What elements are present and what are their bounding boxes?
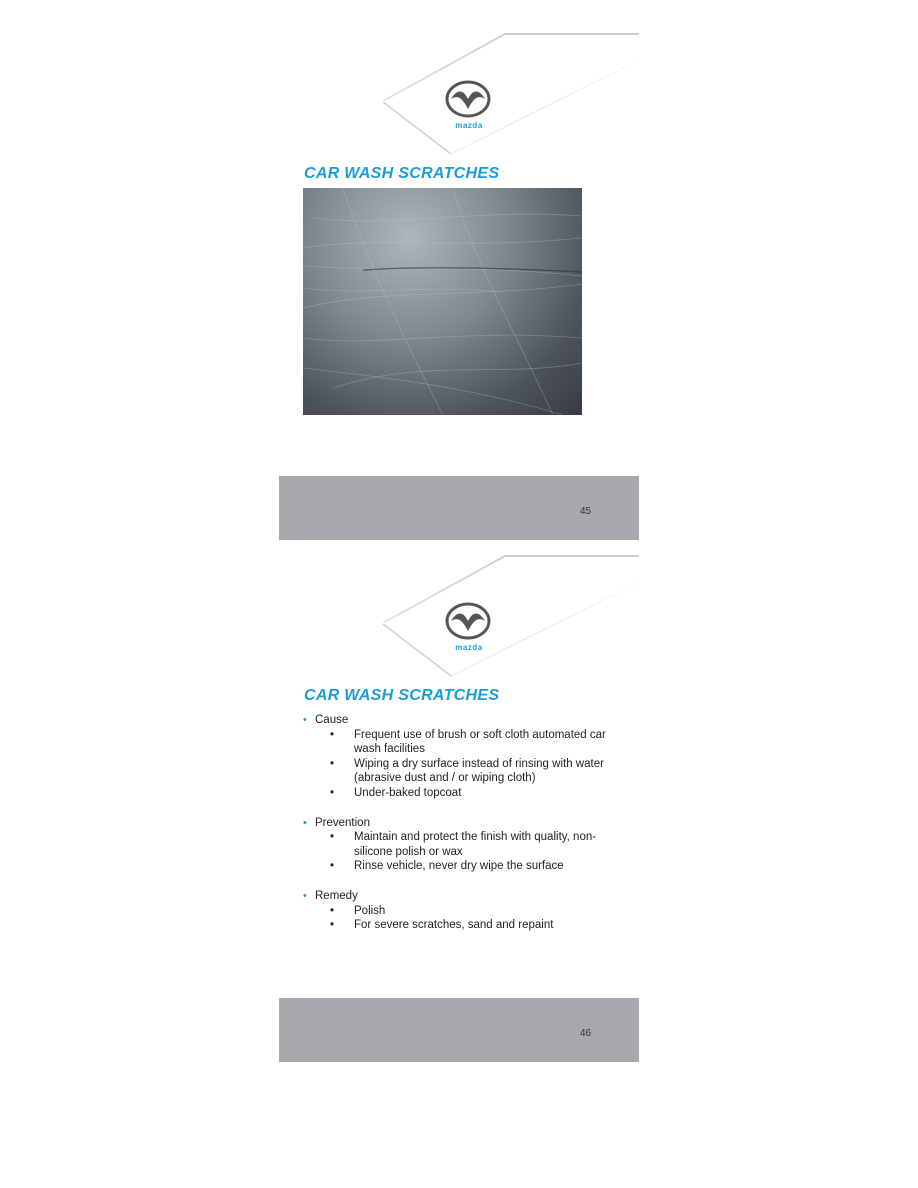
list-item: • Polish	[330, 904, 386, 917]
section-prevention	[303, 816, 613, 874]
list-item: • Frequent use of brush or soft cloth automated car wash facilities	[330, 728, 606, 756]
slide-title: CAR WASH SCRATCHES	[304, 165, 500, 182]
section-heading: Prevention	[315, 816, 370, 829]
list-item: • Wiping a dry surface instead of rinsing with water (abrasive dust and / or wiping cloth)	[330, 757, 604, 785]
logo-wordmark: mazda	[455, 121, 483, 130]
section-heading: Cause	[315, 714, 349, 726]
list-item: • Under-baked topcoat	[330, 786, 462, 799]
list-item: • Rinse vehicle, never dry wipe the surface	[330, 860, 564, 873]
sub-list	[315, 830, 613, 874]
page-number: 45	[580, 506, 592, 517]
scratch-lines	[303, 188, 582, 415]
slide-46	[279, 555, 639, 1062]
slide-45	[279, 33, 639, 540]
section-heading: Remedy	[315, 889, 358, 902]
bullet-dot-icon: •	[303, 816, 307, 829]
bullet-icon: •	[330, 786, 335, 799]
bullet-icon: •	[330, 860, 335, 873]
bullet-icon: •	[330, 757, 335, 770]
bullet-dot-icon: •	[303, 714, 307, 726]
bullet-icon: •	[330, 919, 335, 932]
bullet-icon: •	[330, 728, 335, 741]
bullet-icon: •	[330, 831, 335, 844]
bullet-content	[303, 713, 613, 948]
sub-list	[315, 904, 613, 933]
bullet-dot-icon: •	[303, 889, 307, 902]
list-item: • For severe scratches, sand and repaint	[330, 919, 554, 932]
slide-footer	[279, 998, 639, 1062]
list-item: • Maintain and protect the finish with quality, non-silicone polish or wax	[330, 831, 597, 858]
page-number: 46	[580, 1028, 592, 1039]
section-cause	[303, 713, 613, 801]
section-remedy	[303, 889, 613, 933]
logo-wordmark: mazda	[455, 643, 483, 652]
slide-title: CAR WASH SCRATCHES	[304, 687, 500, 704]
bullet-icon: •	[330, 904, 335, 917]
scratch-photo	[303, 188, 582, 415]
sub-list	[315, 728, 613, 801]
slide-footer	[279, 476, 639, 540]
